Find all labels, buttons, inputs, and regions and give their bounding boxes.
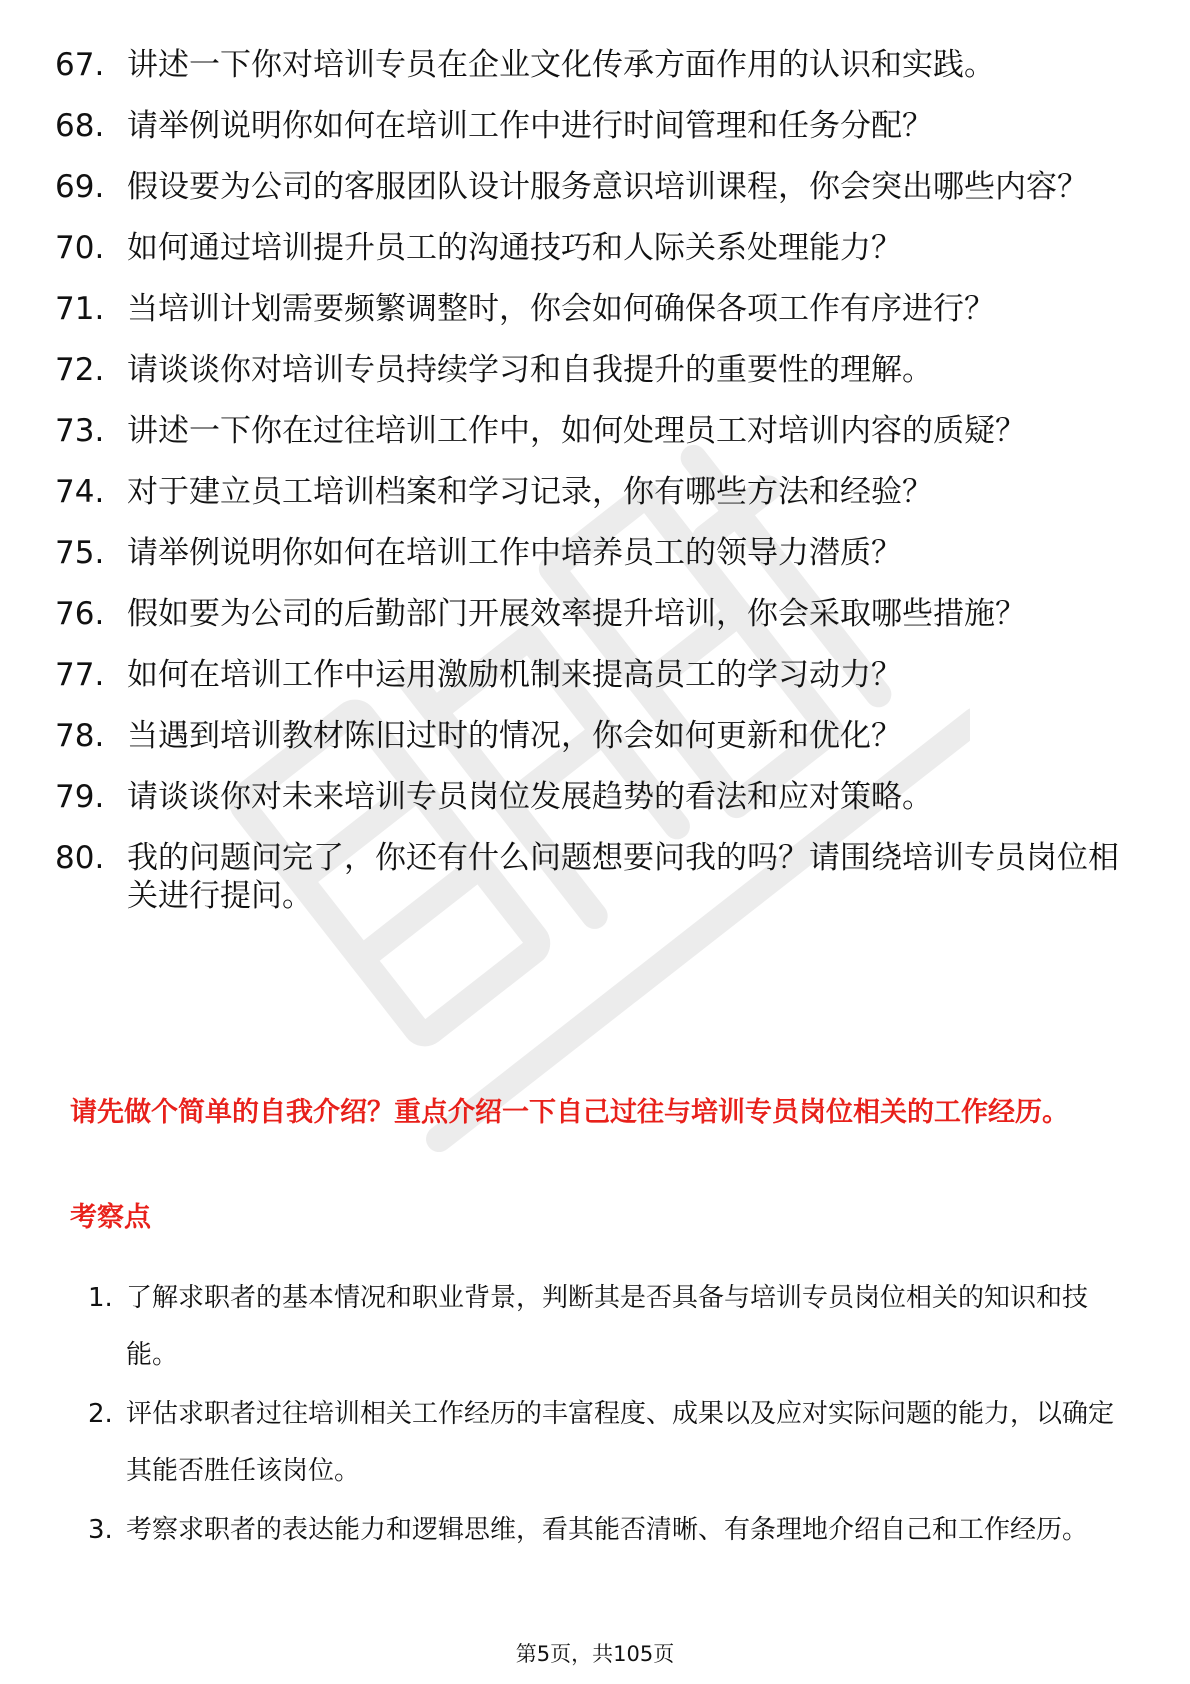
question-item <box>55 595 1135 633</box>
question-text: 假如要为公司的后勤部门开展效率提升培训，你会采取哪些措施？ <box>127 596 1026 632</box>
question-number: 68. <box>55 108 105 144</box>
question-number: 78. <box>55 718 105 754</box>
question-number: 75. <box>55 535 105 571</box>
question-item <box>55 290 1135 328</box>
question-item <box>55 412 1135 450</box>
exam-point-item <box>88 1270 1138 1384</box>
page-footer: 第5页，共105页 <box>515 1642 675 1666</box>
question-item <box>55 534 1135 572</box>
question-text: 我的问题问完了，你还有什么问题想要问我的吗？请围绕培训专员岗位相关进行提问。 <box>127 840 1119 914</box>
question-text: 讲述一下你对培训专员在企业文化传承方面作用的认识和实践。 <box>127 47 995 83</box>
exam-point-text: 了解求职者的基本情况和职业背景，判断其是否具备与培训专员岗位相关的知识和技能。 <box>126 1283 1089 1370</box>
question-text: 当培训计划需要频繁调整时，你会如何确保各项工作有序进行？ <box>127 291 995 327</box>
question-item <box>55 778 1135 816</box>
intro-question-heading: 请先做个简单的自我介绍？重点介绍一下自己过往与培训专员岗位相关的工作经历。 <box>70 1097 1069 1128</box>
exam-point-text: 考察求职者的表达能力和逻辑思维，看其能否清晰、有条理地介绍自己和工作经历。 <box>126 1515 1089 1545</box>
question-number: 71. <box>55 291 105 327</box>
exam-point-number: 1. <box>88 1283 113 1313</box>
exam-point-text: 评估求职者过往培训相关工作经历的丰富程度、成果以及应对实际问题的能力，以确定其能否胜任该岗位。 <box>126 1399 1115 1486</box>
question-text: 讲述一下你在过往培训工作中，如何处理员工对培训内容的质疑？ <box>127 413 1026 449</box>
question-number: 74. <box>55 474 105 510</box>
question-number: 76. <box>55 596 105 632</box>
question-text: 当遇到培训教材陈旧过时的情况，你会如何更新和优化？ <box>127 718 902 754</box>
exam-point-item <box>88 1502 1138 1559</box>
question-item <box>55 46 1135 84</box>
question-number: 79. <box>55 779 105 815</box>
question-text: 请谈谈你对未来培训专员岗位发展趋势的看法和应对策略。 <box>127 779 933 815</box>
exam-points-list <box>88 1270 1138 1561</box>
exam-points-heading: 考察点 <box>70 1202 151 1233</box>
question-number: 73. <box>55 413 105 449</box>
question-text: 请谈谈你对培训专员持续学习和自我提升的重要性的理解。 <box>127 352 933 388</box>
exam-point-number: 2. <box>88 1399 113 1429</box>
question-list <box>55 46 1135 938</box>
question-number: 67. <box>55 47 105 83</box>
exam-point-item <box>88 1386 1138 1500</box>
question-item <box>55 168 1135 206</box>
question-text: 假设要为公司的客服团队设计服务意识培训课程，你会突出哪些内容？ <box>127 169 1088 205</box>
question-item <box>55 473 1135 511</box>
question-text: 请举例说明你如何在培训工作中培养员工的领导力潜质？ <box>127 535 902 571</box>
question-number: 70. <box>55 230 105 266</box>
question-item <box>55 656 1135 694</box>
question-item <box>55 717 1135 755</box>
question-text: 请举例说明你如何在培训工作中进行时间管理和任务分配？ <box>127 108 933 144</box>
question-item <box>55 229 1135 267</box>
exam-point-number: 3. <box>88 1515 113 1545</box>
question-item <box>55 107 1135 145</box>
question-number: 72. <box>55 352 105 388</box>
question-text: 如何通过培训提升员工的沟通技巧和人际关系处理能力？ <box>127 230 902 266</box>
question-number: 69. <box>55 169 105 205</box>
question-item <box>55 351 1135 389</box>
question-text: 对于建立员工培训档案和学习记录，你有哪些方法和经验？ <box>127 474 933 510</box>
question-number: 77. <box>55 657 105 693</box>
question-item <box>55 839 1135 915</box>
question-number: 80. <box>55 840 105 876</box>
question-text: 如何在培训工作中运用激励机制来提高员工的学习动力？ <box>127 657 902 693</box>
